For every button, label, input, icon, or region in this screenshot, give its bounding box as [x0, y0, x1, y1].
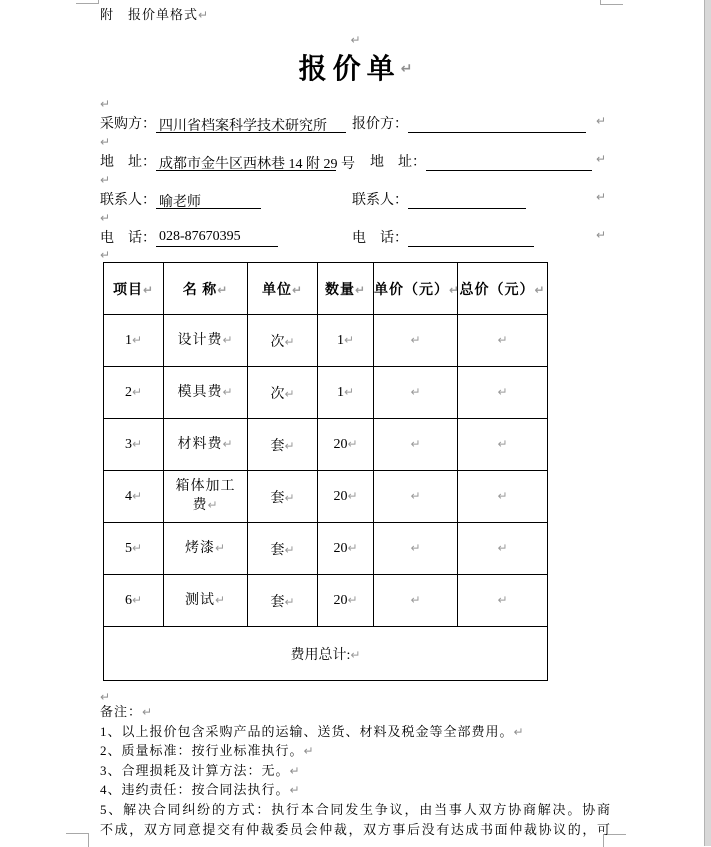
quoter-contact-group: [352, 189, 526, 209]
table-header-row: [104, 263, 548, 315]
attachment-heading-line: [100, 4, 209, 23]
cell-total-price[interactable]: [458, 315, 548, 367]
paragraph-mark: ↵: [497, 384, 508, 399]
paragraph-mark: ↵: [596, 152, 607, 166]
cell-item-no: 2↵: [104, 367, 164, 419]
crop-mark-bottom-left: [66, 833, 89, 847]
notes-heading: 备注：↵: [100, 704, 154, 719]
note-item-2: 2、质量标准：按行业标准执行。↵: [100, 743, 315, 759]
paragraph-mark: ↵: [289, 783, 301, 798]
paragraph-mark: ↵: [207, 498, 219, 512]
table-row: [104, 575, 548, 627]
cell-item-no: 3↵: [104, 419, 164, 471]
paragraph-mark: ↵: [347, 488, 358, 503]
paragraph-mark: ↵: [350, 33, 361, 47]
header-unit-price: 单价（元）↵: [374, 263, 458, 315]
paragraph-mark: ↵: [222, 333, 234, 347]
purchaser-contact-label: 联系人：: [100, 193, 156, 208]
table-total-row: [104, 627, 548, 681]
paragraph-mark: ↵: [100, 248, 111, 262]
quoter-phone-underline[interactable]: [408, 229, 534, 247]
cell-item-no: 1↵: [104, 315, 164, 367]
paragraph-mark: ↵: [449, 282, 461, 297]
purchaser-contact-underline: [156, 191, 261, 209]
header-item: 项目↵: [104, 263, 164, 315]
cell-item-no: 6↵: [104, 575, 164, 627]
cell-name: 模具费↵: [164, 367, 248, 419]
cell-unit-price[interactable]: [374, 575, 458, 627]
cell-name: 烤漆↵: [164, 523, 248, 575]
cell-quantity: 20↵: [318, 471, 374, 523]
paragraph-mark: ↵: [497, 592, 508, 607]
paragraph-mark: ↵: [198, 8, 210, 22]
cell-total-price[interactable]: [458, 471, 548, 523]
purchaser-address-underline: [156, 153, 355, 172]
paragraph-mark: ↵: [284, 438, 295, 453]
empty-paragraph-line: [100, 95, 110, 113]
header-name: 名 称↵: [164, 263, 248, 315]
document-title-line: [0, 52, 711, 87]
quoter-label: 报价方：: [352, 117, 408, 132]
cell-unit: 套↵: [248, 471, 318, 523]
cell-item-no: 5↵: [104, 523, 164, 575]
cell-name: 箱体加工费↵: [164, 471, 248, 523]
paragraph-mark: ↵: [347, 592, 358, 607]
quoter-contact-label: 联系人：: [352, 193, 408, 208]
paragraph-mark: ↵: [596, 114, 607, 128]
note-item-4: 4、违约责任：按合同法执行。↵: [100, 782, 301, 798]
quoter-address-underline[interactable]: [426, 153, 592, 171]
paragraph-mark: ↵: [497, 436, 508, 451]
purchaser-phone-label: 电 话：: [100, 231, 156, 246]
paragraph-mark: ↵: [347, 436, 358, 451]
paragraph-mark: ↵: [596, 190, 607, 204]
paragraph-mark: ↵: [222, 385, 234, 399]
paragraph-mark: ↵: [217, 282, 229, 297]
purchaser-label: 采购方：: [100, 117, 156, 132]
document-title: 报价单: [298, 54, 401, 85]
paragraph-mark: ↵: [497, 488, 508, 503]
cell-name: 测试↵: [164, 575, 248, 627]
paragraph-mark: ↵: [347, 540, 358, 555]
paragraph-mark: ↵: [513, 724, 525, 739]
cell-name: 材料费↵: [164, 419, 248, 471]
quoter-address-label: 地 址：: [370, 155, 426, 170]
paragraph-mark: ↵: [142, 705, 154, 719]
field-row-contact: [100, 189, 612, 211]
paragraph-mark: ↵: [131, 540, 143, 555]
paragraph-mark: ↵: [100, 690, 111, 704]
header-quantity: 数量↵: [318, 263, 374, 315]
paragraph-mark: ↵: [100, 211, 111, 225]
empty-paragraph-line: [100, 133, 110, 151]
cell-total-price[interactable]: [458, 367, 548, 419]
cell-unit: 套↵: [248, 523, 318, 575]
quoter-address-group: [370, 151, 592, 171]
notes-section: [100, 702, 611, 839]
paragraph-mark: ↵: [354, 282, 367, 297]
cell-unit: 次↵: [248, 315, 318, 367]
cell-quantity: 20↵: [318, 419, 374, 471]
paragraph-mark: ↵: [284, 542, 295, 557]
total-cost-label: 费用总计:: [290, 647, 351, 663]
paragraph-mark: ↵: [410, 488, 421, 503]
paragraph-mark: ↵: [410, 384, 421, 399]
paragraph-mark: ↵: [100, 135, 111, 149]
page-edge-strip: [704, 0, 711, 846]
quoter-phone-group: [352, 227, 534, 247]
crop-mark-top-right: [600, 0, 623, 5]
paragraph-mark: ↵: [303, 744, 315, 759]
paragraph-mark: ↵: [410, 332, 421, 347]
paragraph-mark: ↵: [410, 436, 421, 451]
paragraph-mark: ↵: [350, 647, 361, 662]
paragraph-mark: ↵: [400, 61, 413, 77]
table-row: [104, 523, 548, 575]
paragraph-mark: ↵: [289, 763, 301, 778]
quoter-contact-underline[interactable]: [408, 191, 526, 209]
purchaser-address-value: 成都市金牛区西林巷 14 附 29 号: [159, 157, 355, 172]
paragraph-mark: ↵: [284, 594, 295, 609]
paragraph-mark: ↵: [534, 282, 546, 297]
paragraph-mark: ↵: [284, 490, 295, 505]
paragraph-mark: ↵: [131, 592, 143, 607]
cell-quantity: 20↵: [318, 523, 374, 575]
cell-total-price[interactable]: [458, 419, 548, 471]
cell-name: 设计费↵: [164, 315, 248, 367]
paragraph-mark: ↵: [222, 437, 234, 451]
table-row: [104, 315, 548, 367]
purchaser-value: 四川省档案科学技术研究所: [159, 119, 327, 134]
cell-total-price[interactable]: [458, 523, 548, 575]
note-item-3: 3、合理损耗及计算方法：无。↵: [100, 762, 301, 778]
paragraph-mark: ↵: [343, 332, 355, 347]
table-row: [104, 367, 548, 419]
paragraph-mark: ↵: [497, 540, 508, 555]
purchaser-contact-value: 喻老师: [159, 195, 201, 210]
cell-unit: 次↵: [248, 367, 318, 419]
attachment-heading: 附 报价单格式: [100, 7, 199, 22]
purchaser-value-underline: [156, 115, 346, 133]
quoter-field-group: [352, 113, 586, 133]
note-item-5-line-2: 不成，双方同意提交有仲裁委员会仲裁，双方事后没有达成书面仲裁协议的，可: [100, 821, 611, 837]
header-total-price: 总价（元）↵: [458, 263, 548, 315]
cell-quantity: 20↵: [318, 575, 374, 627]
total-cost-cell[interactable]: [104, 627, 548, 681]
paragraph-mark: ↵: [131, 384, 143, 399]
empty-paragraph-line: [100, 171, 110, 189]
paragraph-mark: ↵: [142, 282, 155, 297]
cell-quantity: 1↵: [318, 367, 374, 419]
cell-unit: 套↵: [248, 575, 318, 627]
cell-unit: 套↵: [248, 419, 318, 471]
paragraph-mark: ↵: [214, 593, 227, 607]
paragraph-mark: ↵: [596, 228, 607, 242]
paragraph-mark: ↵: [100, 173, 111, 187]
paragraph-mark: ↵: [131, 332, 143, 347]
paragraph-mark: ↵: [410, 592, 421, 607]
paragraph-mark: ↵: [291, 282, 304, 297]
note-item-5-line-1: 5、解决合同纠纷的方式：执行本合同发生争议，由当事人双方协商解决。协商: [100, 801, 611, 817]
quotation-table: [103, 262, 548, 681]
quoter-value-underline[interactable]: [408, 115, 586, 133]
purchaser-address-label: 地 址：: [100, 155, 156, 170]
header-unit: 单位↵: [248, 263, 318, 315]
empty-paragraph-line: [0, 31, 711, 49]
cell-quantity: 1↵: [318, 315, 374, 367]
paragraph-mark: ↵: [284, 334, 295, 349]
paragraph-mark: ↵: [214, 541, 227, 555]
cell-item-no: 4↵: [104, 471, 164, 523]
cell-unit-price[interactable]: [374, 419, 458, 471]
paragraph-mark: ↵: [343, 384, 355, 399]
cell-unit-price[interactable]: [374, 315, 458, 367]
cell-unit-price[interactable]: [374, 367, 458, 419]
paragraph-mark: ↵: [131, 436, 143, 451]
paragraph-mark: ↵: [100, 97, 111, 111]
table-row: [104, 471, 548, 523]
field-row-address: [100, 151, 612, 173]
purchaser-phone-underline: [156, 229, 278, 247]
cell-unit-price[interactable]: [374, 523, 458, 575]
table-row: [104, 419, 548, 471]
cell-unit-price[interactable]: [374, 471, 458, 523]
field-row-purchaser: [100, 113, 612, 135]
empty-paragraph-line: [100, 209, 110, 227]
paragraph-mark: ↵: [284, 386, 295, 401]
purchaser-phone-value: 028-87670395: [159, 229, 241, 244]
crop-mark-top-left: [76, 0, 99, 4]
note-item-1: 1、以上报价包含采购产品的运输、送货、材料及税金等全部费用。↵: [100, 723, 525, 739]
paragraph-mark: ↵: [410, 540, 421, 555]
field-row-phone: [100, 227, 612, 249]
paragraph-mark: ↵: [497, 332, 508, 347]
cell-total-price[interactable]: [458, 575, 548, 627]
paragraph-mark: ↵: [131, 488, 143, 503]
quoter-phone-label: 电 话：: [352, 231, 408, 246]
